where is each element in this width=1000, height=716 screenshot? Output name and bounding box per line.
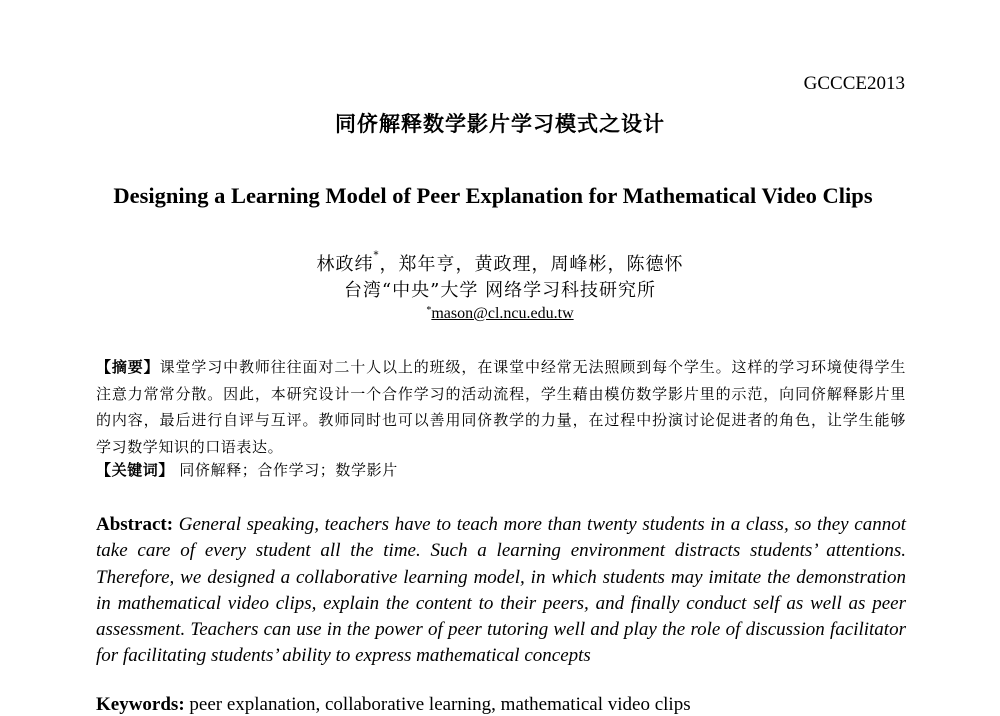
author-list (0, 250, 1000, 276)
email-mark: * (426, 305, 432, 316)
abstract-zh-text: 课堂学习中教师往往面对二十人以上的班级，在课堂中经常无法照顾到每个学生。这样的学习环境使得学生注意力常常分散。因此，本研究设计一个合作学习的活动流程，学生藉由模仿数学影片里的示范，向同侪解释影片里的内容，最后进行自评与互评。教师同时也可以善用同侪教学的力量，在过程中扮演讨论促进者的角色，让学生能够学习数学知识的口语表达。 (96, 358, 906, 456)
keywords-en-text: peer explanation, collaborative learning, mathematical video clips (189, 694, 691, 715)
keywords-english (96, 694, 906, 716)
email-line (0, 305, 1000, 323)
keywords-chinese (96, 459, 906, 480)
email-link[interactable]: mason@cl.ncu.edu.tw (431, 305, 574, 322)
abstract-en-label: Abstract: (96, 514, 174, 535)
abstract-zh-label: 【摘要】 (96, 358, 160, 376)
title-english: Designing a Learning Model of Peer Explanation for Mathematical Video Clips (113, 183, 873, 208)
author-first: 林政纬 (316, 254, 374, 275)
abstract-chinese (96, 354, 906, 460)
author-rest: ，郑年亨，黄政理，周峰彬，陈德怀 (379, 254, 684, 275)
keywords-zh-label: 【关键词】 (96, 461, 175, 479)
title-chinese: 同侪解释数学影片学习模式之设计 (335, 112, 665, 136)
keywords-zh-text: 同侪解释；合作学习；数学影片 (179, 461, 398, 479)
keywords-en-label: Keywords: (96, 694, 185, 715)
affiliation: 台湾“中央”大学 网络学习科技研究所 (343, 280, 657, 301)
corresponding-author-mark: * (373, 250, 380, 261)
abstract-english (96, 512, 906, 670)
conference-header: GCCCE2013 (803, 73, 905, 94)
abstract-en-text: General speaking, teachers have to teach more than twenty students in a class, so they cannot take care of every student all the time. Such a learning environment distracts students’ attentions. Therefore, we designed a collaborative learning model, in which students may imitate the demonstration in mathematical video clips, explain the content to their peers, and finally conduct self as well as peer assessment. Teachers can use in the power of peer tutoring well and play the role of discussion facilitator for facilitating students’ ability to express mathematical concepts (96, 514, 906, 667)
